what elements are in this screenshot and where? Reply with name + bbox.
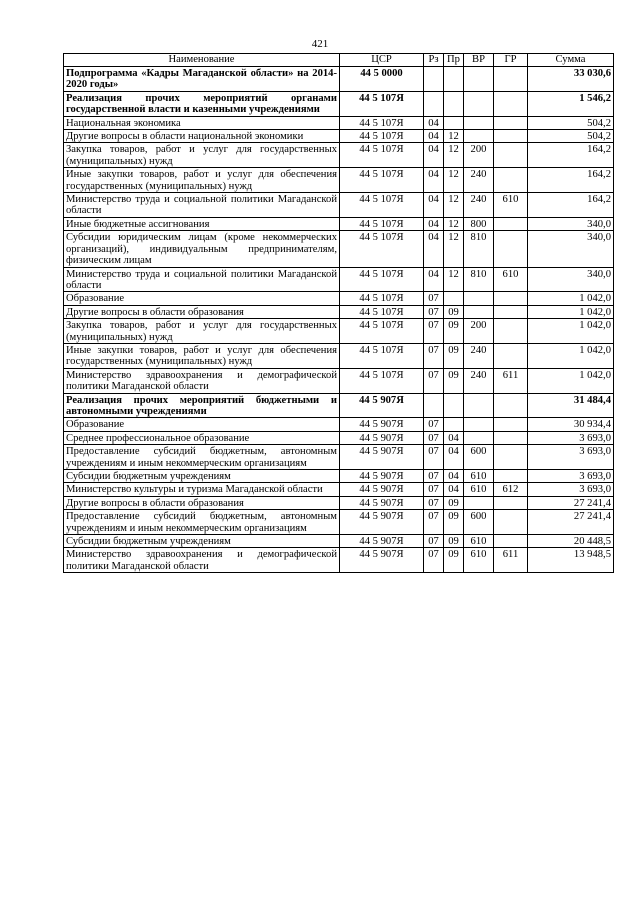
cell-sum: 30 934,4	[528, 418, 614, 431]
cell-csr: 44 5 907Я	[340, 496, 424, 509]
cell-name: Предоставление субсидий бюджетным, автономным учреждениям и иным некоммерческим организациям	[64, 445, 340, 470]
cell-csr: 44 5 907Я	[340, 431, 424, 444]
cell-csr: 44 5 907Я	[340, 418, 424, 431]
cell-sum: 1 042,0	[528, 305, 614, 318]
cell-pr: 09	[444, 510, 464, 535]
cell-gr	[494, 535, 528, 548]
cell-name: Субсидии бюджетным учреждениям	[64, 470, 340, 483]
cell-sum: 164,2	[528, 143, 614, 168]
cell-name: Министерство здравоохранения и демографической политики Магаданской области	[64, 548, 340, 573]
cell-vr: 240	[464, 343, 494, 368]
table-row	[64, 548, 614, 573]
table-row	[64, 368, 614, 393]
cell-vr	[464, 393, 494, 418]
cell-csr: 44 5 907Я	[340, 510, 424, 535]
cell-sum: 3 693,0	[528, 445, 614, 470]
table-row	[64, 193, 614, 218]
cell-csr: 44 5 107Я	[340, 319, 424, 344]
cell-sum: 13 948,5	[528, 548, 614, 573]
cell-vr	[464, 130, 494, 143]
cell-sum: 504,2	[528, 116, 614, 129]
cell-csr: 44 5 107Я	[340, 305, 424, 318]
cell-pr: 12	[444, 231, 464, 267]
cell-vr: 810	[464, 267, 494, 292]
cell-vr	[464, 431, 494, 444]
header-pr: Пр	[444, 54, 464, 67]
cell-sum: 1 042,0	[528, 292, 614, 305]
cell-vr: 240	[464, 193, 494, 218]
cell-sum: 3 693,0	[528, 470, 614, 483]
cell-gr	[494, 292, 528, 305]
cell-pr: 09	[444, 535, 464, 548]
cell-csr: 44 5 107Я	[340, 343, 424, 368]
cell-name: Министерство труда и социальной политики Магаданской области	[64, 267, 340, 292]
table-row	[64, 431, 614, 444]
cell-gr	[494, 67, 528, 92]
cell-pr: 09	[444, 548, 464, 573]
cell-csr: 44 5 107Я	[340, 267, 424, 292]
cell-pr: 09	[444, 305, 464, 318]
header-rz: Рз	[424, 54, 444, 67]
cell-gr	[494, 445, 528, 470]
cell-vr	[464, 418, 494, 431]
cell-csr: 44 5 907Я	[340, 393, 424, 418]
cell-rz: 07	[424, 319, 444, 344]
cell-sum: 1 546,2	[528, 91, 614, 116]
cell-rz: 04	[424, 116, 444, 129]
cell-pr: 04	[444, 431, 464, 444]
cell-pr	[444, 393, 464, 418]
cell-sum: 3 693,0	[528, 483, 614, 496]
cell-csr: 44 5 107Я	[340, 130, 424, 143]
table-row	[64, 470, 614, 483]
cell-name: Другие вопросы в области национальной экономики	[64, 130, 340, 143]
table-row	[64, 343, 614, 368]
cell-csr: 44 5 107Я	[340, 292, 424, 305]
table-row	[64, 393, 614, 418]
cell-gr	[494, 343, 528, 368]
cell-csr: 44 5 107Я	[340, 168, 424, 193]
cell-pr: 12	[444, 143, 464, 168]
cell-name: Среднее профессиональное образование	[64, 431, 340, 444]
cell-pr: 12	[444, 267, 464, 292]
cell-pr: 09	[444, 343, 464, 368]
cell-csr: 44 5 107Я	[340, 91, 424, 116]
cell-gr	[494, 305, 528, 318]
cell-rz: 04	[424, 231, 444, 267]
table-row	[64, 496, 614, 509]
cell-rz: 04	[424, 217, 444, 230]
cell-gr	[494, 470, 528, 483]
table-row	[64, 67, 614, 92]
cell-gr: 612	[494, 483, 528, 496]
cell-sum: 27 241,4	[528, 496, 614, 509]
cell-rz: 07	[424, 496, 444, 509]
cell-sum: 504,2	[528, 130, 614, 143]
cell-gr	[494, 143, 528, 168]
cell-pr: 09	[444, 319, 464, 344]
cell-rz: 04	[424, 267, 444, 292]
table-row	[64, 231, 614, 267]
cell-sum: 340,0	[528, 217, 614, 230]
cell-gr: 611	[494, 368, 528, 393]
cell-name: Иные закупки товаров, работ и услуг для обеспечения государственных (муниципальных) нужд	[64, 168, 340, 193]
cell-rz: 07	[424, 305, 444, 318]
table-row	[64, 116, 614, 129]
cell-sum: 1 042,0	[528, 368, 614, 393]
cell-rz	[424, 91, 444, 116]
cell-gr	[494, 431, 528, 444]
cell-pr	[444, 292, 464, 305]
cell-pr: 04	[444, 483, 464, 496]
cell-gr	[494, 231, 528, 267]
cell-rz: 07	[424, 548, 444, 573]
cell-vr: 610	[464, 483, 494, 496]
cell-gr	[494, 91, 528, 116]
cell-csr: 44 5 107Я	[340, 143, 424, 168]
cell-csr: 44 5 907Я	[340, 535, 424, 548]
cell-gr: 611	[494, 548, 528, 573]
table-row	[64, 143, 614, 168]
cell-gr	[494, 116, 528, 129]
cell-sum: 164,2	[528, 193, 614, 218]
table-row	[64, 168, 614, 193]
cell-pr	[444, 418, 464, 431]
cell-name: Предоставление субсидий бюджетным, автономным учреждениям и иным некоммерческим организациям	[64, 510, 340, 535]
table-row	[64, 292, 614, 305]
cell-csr: 44 5 907Я	[340, 470, 424, 483]
cell-gr	[494, 217, 528, 230]
cell-vr	[464, 496, 494, 509]
cell-gr	[494, 130, 528, 143]
cell-gr	[494, 168, 528, 193]
cell-vr	[464, 91, 494, 116]
page-number: 421	[311, 38, 329, 50]
cell-rz: 04	[424, 168, 444, 193]
cell-vr: 600	[464, 445, 494, 470]
cell-rz	[424, 393, 444, 418]
cell-pr: 09	[444, 496, 464, 509]
table-row	[64, 483, 614, 496]
table-row	[64, 305, 614, 318]
cell-vr: 810	[464, 231, 494, 267]
cell-csr: 44 5 107Я	[340, 231, 424, 267]
cell-name: Другие вопросы в области образования	[64, 305, 340, 318]
cell-vr: 240	[464, 168, 494, 193]
cell-name: Субсидии бюджетным учреждениям	[64, 535, 340, 548]
cell-name: Образование	[64, 418, 340, 431]
cell-vr: 610	[464, 470, 494, 483]
cell-name: Субсидии юридическим лицам (кроме некоммерческих организаций), индивидуальным предпринимателям, физическим лицам	[64, 231, 340, 267]
cell-rz: 07	[424, 431, 444, 444]
cell-name: Министерство труда и социальной политики Магаданской области	[64, 193, 340, 218]
cell-vr: 610	[464, 548, 494, 573]
cell-rz: 04	[424, 193, 444, 218]
header-name: Наименование	[64, 54, 340, 67]
cell-name: Национальная экономика	[64, 116, 340, 129]
cell-vr: 610	[464, 535, 494, 548]
cell-name: Закупка товаров, работ и услуг для государственных (муниципальных) нужд	[64, 143, 340, 168]
cell-csr: 44 5 0000	[340, 67, 424, 92]
table-row	[64, 91, 614, 116]
cell-pr: 12	[444, 130, 464, 143]
cell-csr: 44 5 107Я	[340, 193, 424, 218]
cell-sum: 20 448,5	[528, 535, 614, 548]
cell-name: Иные закупки товаров, работ и услуг для обеспечения государственных (муниципальных) нужд	[64, 343, 340, 368]
cell-name: Образование	[64, 292, 340, 305]
table-row	[64, 319, 614, 344]
cell-rz: 07	[424, 470, 444, 483]
cell-gr	[494, 510, 528, 535]
cell-csr: 44 5 907Я	[340, 548, 424, 573]
cell-csr: 44 5 107Я	[340, 217, 424, 230]
table-row	[64, 418, 614, 431]
cell-pr: 12	[444, 217, 464, 230]
cell-rz: 07	[424, 292, 444, 305]
cell-rz	[424, 67, 444, 92]
cell-pr: 04	[444, 445, 464, 470]
cell-name: Другие вопросы в области образования	[64, 496, 340, 509]
cell-rz: 07	[424, 535, 444, 548]
cell-rz: 07	[424, 368, 444, 393]
cell-name: Министерство культуры и туризма Магаданской области	[64, 483, 340, 496]
cell-pr	[444, 67, 464, 92]
cell-pr: 12	[444, 193, 464, 218]
cell-gr	[494, 319, 528, 344]
cell-csr: 44 5 107Я	[340, 368, 424, 393]
cell-rz: 07	[424, 418, 444, 431]
cell-csr: 44 5 107Я	[340, 116, 424, 129]
table-row	[64, 217, 614, 230]
table-row	[64, 267, 614, 292]
table-row	[64, 130, 614, 143]
cell-vr: 240	[464, 368, 494, 393]
cell-csr: 44 5 907Я	[340, 445, 424, 470]
cell-sum: 31 484,4	[528, 393, 614, 418]
cell-vr: 200	[464, 143, 494, 168]
cell-gr: 610	[494, 193, 528, 218]
header-csr: ЦСР	[340, 54, 424, 67]
cell-sum: 27 241,4	[528, 510, 614, 535]
cell-vr	[464, 116, 494, 129]
cell-rz: 04	[424, 130, 444, 143]
cell-gr	[494, 393, 528, 418]
cell-sum: 1 042,0	[528, 319, 614, 344]
cell-name: Закупка товаров, работ и услуг для государственных (муниципальных) нужд	[64, 319, 340, 344]
cell-sum: 340,0	[528, 267, 614, 292]
cell-pr: 12	[444, 168, 464, 193]
cell-gr	[494, 418, 528, 431]
cell-sum: 164,2	[528, 168, 614, 193]
cell-name: Реализация прочих мероприятий бюджетными и автономными учреждениями	[64, 393, 340, 418]
cell-vr	[464, 292, 494, 305]
header-vr: ВР	[464, 54, 494, 67]
cell-name: Реализация прочих мероприятий органами государственной власти и казенными учреждениями	[64, 91, 340, 116]
table-row	[64, 445, 614, 470]
cell-sum: 33 030,6	[528, 67, 614, 92]
table-header-row	[64, 54, 614, 67]
cell-rz: 07	[424, 510, 444, 535]
table-row	[64, 535, 614, 548]
cell-pr	[444, 91, 464, 116]
cell-sum: 1 042,0	[528, 343, 614, 368]
cell-name: Подпрограмма «Кадры Магаданской области» на 2014-2020 годы»	[64, 67, 340, 92]
cell-name: Министерство здравоохранения и демографической политики Магаданской области	[64, 368, 340, 393]
cell-pr: 04	[444, 470, 464, 483]
cell-sum: 340,0	[528, 231, 614, 267]
cell-gr	[494, 496, 528, 509]
cell-name: Иные бюджетные ассигнования	[64, 217, 340, 230]
budget-table	[63, 53, 614, 573]
cell-rz: 07	[424, 343, 444, 368]
cell-vr: 200	[464, 319, 494, 344]
cell-sum: 3 693,0	[528, 431, 614, 444]
cell-rz: 07	[424, 483, 444, 496]
cell-pr	[444, 116, 464, 129]
cell-gr: 610	[494, 267, 528, 292]
cell-rz: 07	[424, 445, 444, 470]
header-sum: Сумма	[528, 54, 614, 67]
cell-vr: 800	[464, 217, 494, 230]
cell-csr: 44 5 907Я	[340, 483, 424, 496]
header-gr: ГР	[494, 54, 528, 67]
cell-rz: 04	[424, 143, 444, 168]
cell-vr: 600	[464, 510, 494, 535]
table-row	[64, 510, 614, 535]
cell-vr	[464, 305, 494, 318]
cell-pr: 09	[444, 368, 464, 393]
cell-vr	[464, 67, 494, 92]
